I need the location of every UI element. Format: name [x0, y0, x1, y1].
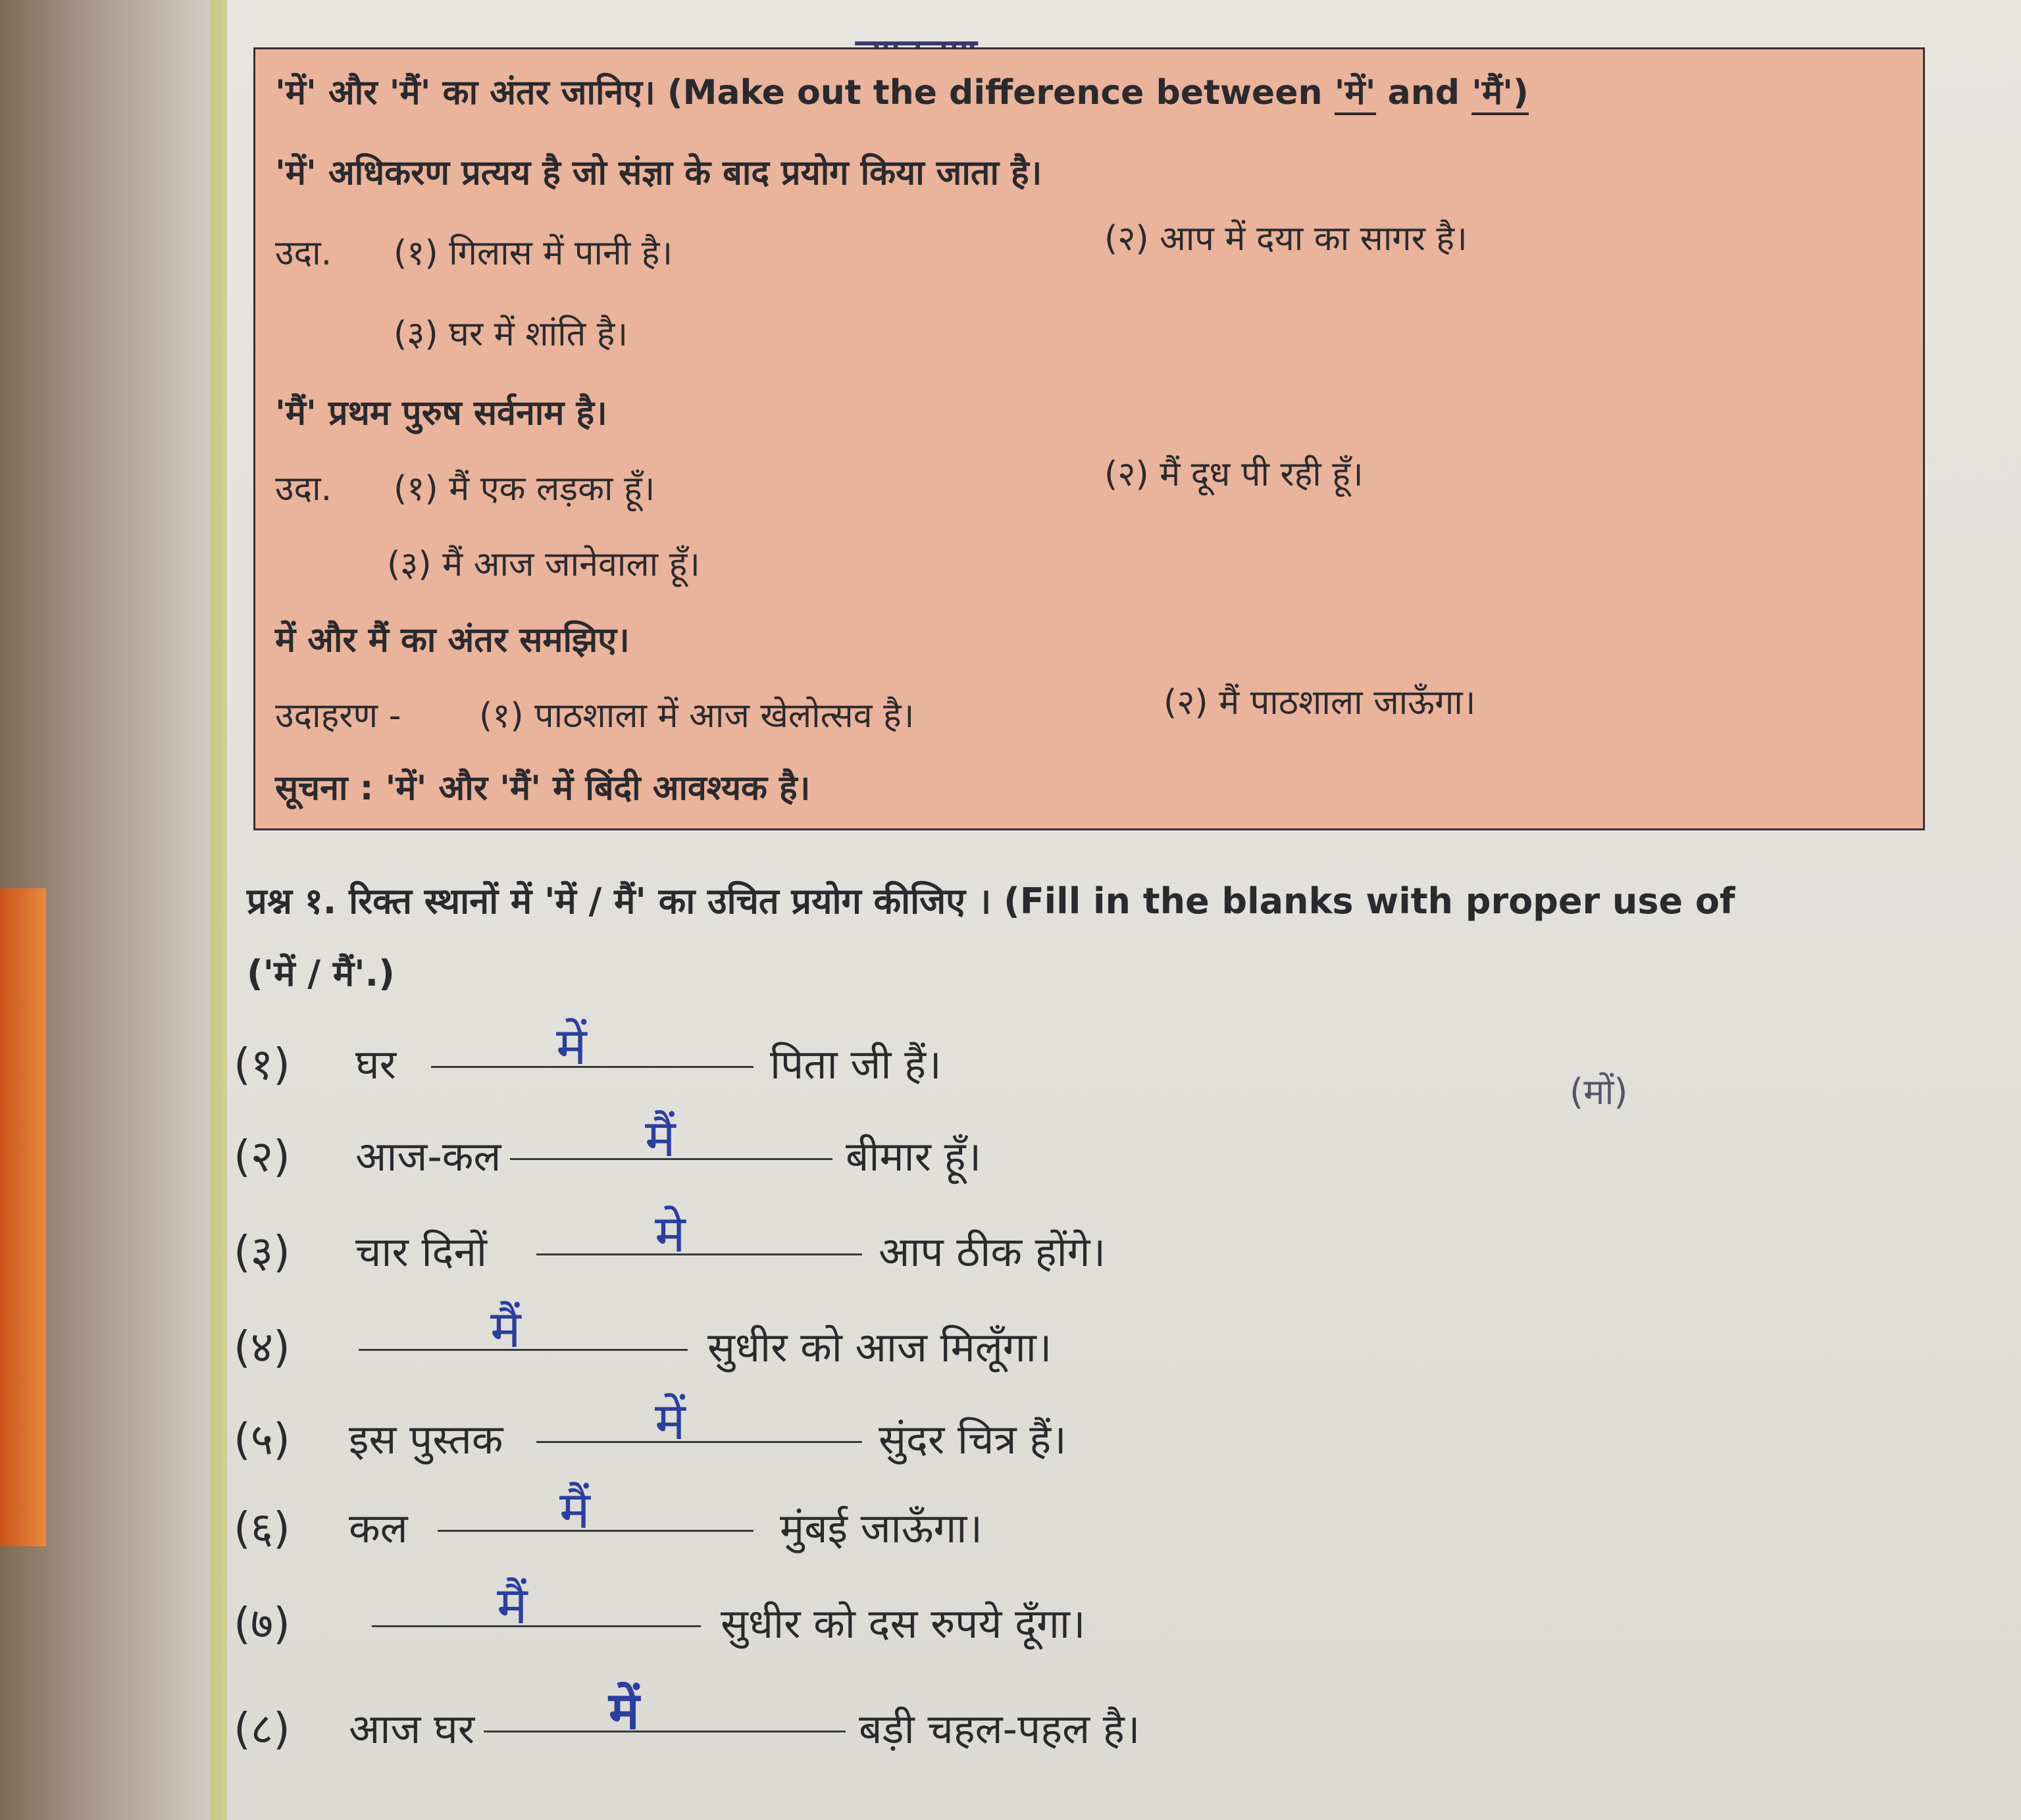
item-number: (२): [234, 1131, 290, 1182]
handwritten-answer: में: [609, 1681, 640, 1741]
box-title: [275, 68, 1529, 114]
fill-blank-item-2: [234, 1109, 982, 1191]
rule-3-example-2: (२) मैं पाठशाला जाऊँगा।: [1164, 683, 1476, 722]
question-text-continued: ('में / मैं'.): [247, 953, 395, 994]
handwritten-answer: में: [556, 1017, 587, 1076]
item-text-after: बड़ी चहल-पहल है।: [859, 1705, 1140, 1753]
box-title-english: (Make out the difference between: [667, 73, 1335, 113]
box-title-hindi: 'में' और 'मैं' का अंतर जानिए।: [275, 73, 655, 113]
handwritten-answer: मैं: [497, 1577, 528, 1636]
handwritten-answer: मैं: [559, 1481, 590, 1540]
question-text: प्रश्न १. रिक्त स्थानों में 'में / मैं' का उचित प्रयोग कीजिए । (Fill in the blanks with proper use of: [247, 880, 1735, 922]
item-number: (५): [234, 1414, 290, 1465]
fill-blank-item-6: [234, 1481, 983, 1563]
rule-1: 'में' अधिकरण प्रत्यय है जो संज्ञा के बाद प्रयोग किया जाता है।: [275, 153, 1042, 193]
box-title-term-1: 'में': [1335, 73, 1376, 115]
rule-2: 'मैं' प्रथम पुरुष सर्वनाम है।: [275, 393, 607, 433]
box-title-term-2: 'मैं'): [1471, 73, 1529, 115]
item-text-after: पिता जी हैं।: [770, 1040, 942, 1088]
fill-blank-item-5: [234, 1392, 1067, 1474]
item-text-after: सुधीर को दस रुपये दूँगा।: [721, 1600, 1086, 1648]
fill-blank-item-1: [234, 1017, 958, 1099]
item-text-after: सुधीर को आज मिलूँगा।: [707, 1323, 1052, 1371]
item-text-after: आप ठीक होंगे।: [879, 1228, 1106, 1276]
blank-line: [484, 1731, 846, 1732]
blank-line: [536, 1253, 862, 1255]
fill-blank-item-3: [234, 1205, 1106, 1286]
handwritten-answer: मैं: [645, 1109, 676, 1169]
handwritten-answer: मैं: [490, 1300, 521, 1359]
blank-line: [372, 1625, 701, 1627]
item-number: (७): [234, 1598, 290, 1649]
item-text-before: चार दिनों: [355, 1228, 487, 1276]
rule-2-example-3: (३) मैं आज जानेवाला हूँ।: [387, 545, 700, 584]
item-number: (१): [234, 1039, 290, 1090]
item-text-after: बीमार हूँ।: [846, 1132, 982, 1180]
rule-2-example-1: (१) मैं एक लड़का हूँ।: [394, 469, 655, 509]
rule-3: में और मैं का अंतर समझिए।: [275, 620, 630, 660]
rule-3-example-1: (१) पाठशाला में आज खेलोत्सव है।: [479, 696, 915, 736]
fill-blank-item-8: [234, 1681, 1140, 1763]
rule-1-example-label: उदा.: [275, 234, 332, 273]
item-text-before: इस पुस्तक: [349, 1415, 503, 1463]
workbook-page: [227, 0, 2021, 1820]
box-title-and: and: [1375, 73, 1472, 113]
item-text-before: आज घर: [349, 1705, 475, 1753]
blank-line: [536, 1441, 862, 1443]
rule-3-example-label: उदाहरण -: [275, 696, 401, 736]
item-number: (३): [234, 1226, 290, 1277]
rule-2-example-label: उदा.: [275, 469, 332, 509]
note: सूचना : 'में' और 'मैं' में बिंदी आवश्यक है।: [275, 769, 811, 808]
item-number: (४): [234, 1322, 290, 1373]
item-text-before: आज-कल: [355, 1132, 501, 1180]
blank-line: [438, 1530, 754, 1532]
item-number: (८): [234, 1704, 290, 1754]
item-text-before: घर: [355, 1040, 397, 1088]
book-edge: [0, 888, 46, 1546]
fill-blank-item-4: [234, 1300, 1052, 1382]
blank-line: [431, 1066, 754, 1068]
grammar-rule-box: [253, 47, 1925, 830]
rule-1-example-1: (१) गिलास में पानी है।: [394, 234, 673, 273]
margin-scribble: (मों): [1570, 1071, 1628, 1113]
rule-1-example-3: (३) घर में शांति है।: [394, 315, 628, 354]
rule-1-example-2: (२) आप में दया का सागर है।: [1104, 219, 1468, 259]
item-text-after: मुंबई जाऊँगा।: [780, 1504, 983, 1552]
item-number: (६): [234, 1503, 290, 1554]
handwritten-answer: में: [655, 1392, 686, 1452]
handwritten-answer: मे: [655, 1205, 686, 1264]
blank-line: [359, 1349, 688, 1351]
fill-blank-item-7: [234, 1577, 1086, 1658]
rule-2-example-2: (२) मैं दूध पी रही हूँ।: [1104, 455, 1364, 494]
item-text-after: सुंदर चित्र हैं।: [879, 1415, 1067, 1463]
item-text-before: कल: [349, 1504, 408, 1552]
